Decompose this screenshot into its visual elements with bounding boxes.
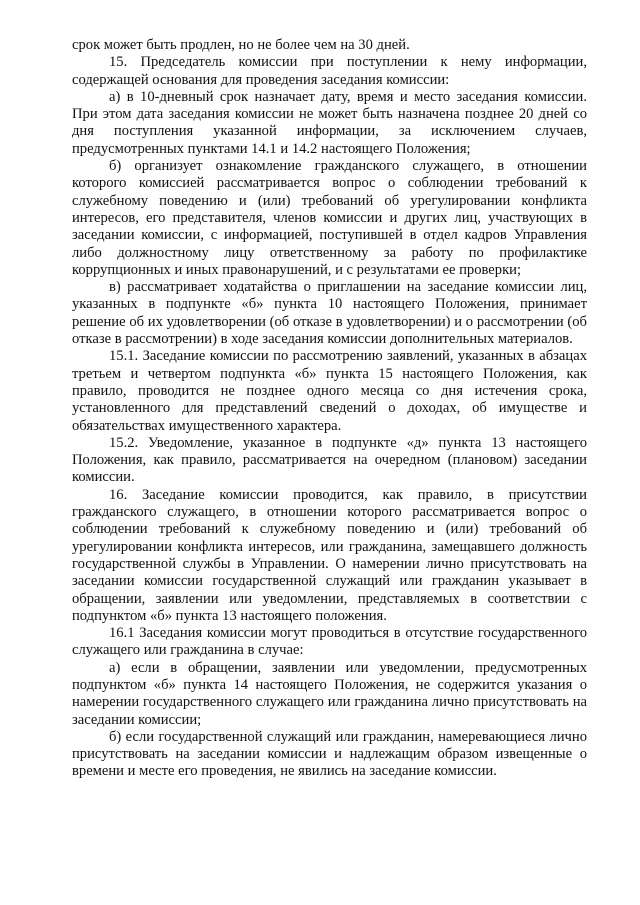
paragraph-15-2: 15.2. Уведомление, указанное в подпункте «д» пункта 13 настоящего Положения, как правило, рассматривается на очередном (плановом) заседании комиссии.: [72, 434, 587, 486]
paragraph-15-1: 15.1. Заседание комиссии по рассмотрению заявлений, указанных в абзацах третьем и четвертом подпункта «б» пункта 15 настоящего Положения, как правило, проводится не позднее одного месяца со дня истечения срока, установленного для представлений сведений о доходах, об имуществе и обязательствах имущественного характера.: [72, 348, 587, 434]
paragraph-16-1-b: б) если государственной служащий или гражданин, намеревающиеся лично присутствовать на заседании комиссии и надлежащим образом извещенные о времени и месте его проведения, не явились на заседание комиссии.: [72, 728, 587, 780]
paragraph-16-1: 16.1 Заседания комиссии могут проводиться в отсутствие государственного служащего или гражданина в случае:: [72, 625, 587, 659]
document-page: [72, 37, 587, 781]
paragraph-15-a: а) в 10-дневный срок назначает дату, время и место заседания комиссии. При этом дата заседания комиссии не может быть назначена позднее 20 дней со дня поступления указанной информации, за исключением случаев, предусмотренных пунктами 14.1 и 14.2 настоящего Положения;: [72, 88, 587, 157]
paragraph-16: 16. Заседание комиссии проводится, как правило, в присутствии гражданского служащего, в отношении которого рассматривается вопрос о соблюдении требований к служебному поведению и (или) требований об урегулировании конфликта интересов, или гражданина, замещавшего должность государственной службы в Управлении. О намерении лично присутствовать на заседании комиссии государственной служащий или гражданин указывает в обращении, заявлении или уведомлении, представляемых в соответствии с подпунктом «б» пункта 13 настоящего положения.: [72, 486, 587, 624]
paragraph-15-v: в) рассматривает ходатайства о приглашении на заседание комиссии лиц, указанных в подпункте «б» пункта 10 настоящего Положения, принимает решение об их удовлетворении (об отказе в удовлетворении) и о рассмотрении (об отказе в рассмотрении) в ходе заседания комиссии дополнительных материалов.: [72, 279, 587, 348]
paragraph-16-1-a: а) если в обращении, заявлении или уведомлении, предусмотренных подпунктом «б» пункта 14 настоящего Положения, не содержится указания о намерении государственного служащего или гражданина лично присутствовать на заседании комиссии;: [72, 659, 587, 728]
paragraph-15: 15. Председатель комиссии при поступлении к нему информации, содержащей основания для проведения заседания комиссии:: [72, 54, 587, 88]
paragraph-continuation: срок может быть продлен, но не более чем на 30 дней.: [72, 37, 410, 53]
paragraph-15-b: б) организует ознакомление гражданского служащего, в отношении которого комиссией рассматривается вопрос о соблюдении требований к служебному поведению и (или) требований об урегулировании конфликта интересов, его представителя, членов комиссии и других лиц, участвующих в заседании комиссии, с информацией, поступившей в отдел кадров Управления либо должностному лицу ответственному за работу по профилактике коррупционных и иных правонарушений, и с результатами ее проверки;: [72, 158, 587, 278]
